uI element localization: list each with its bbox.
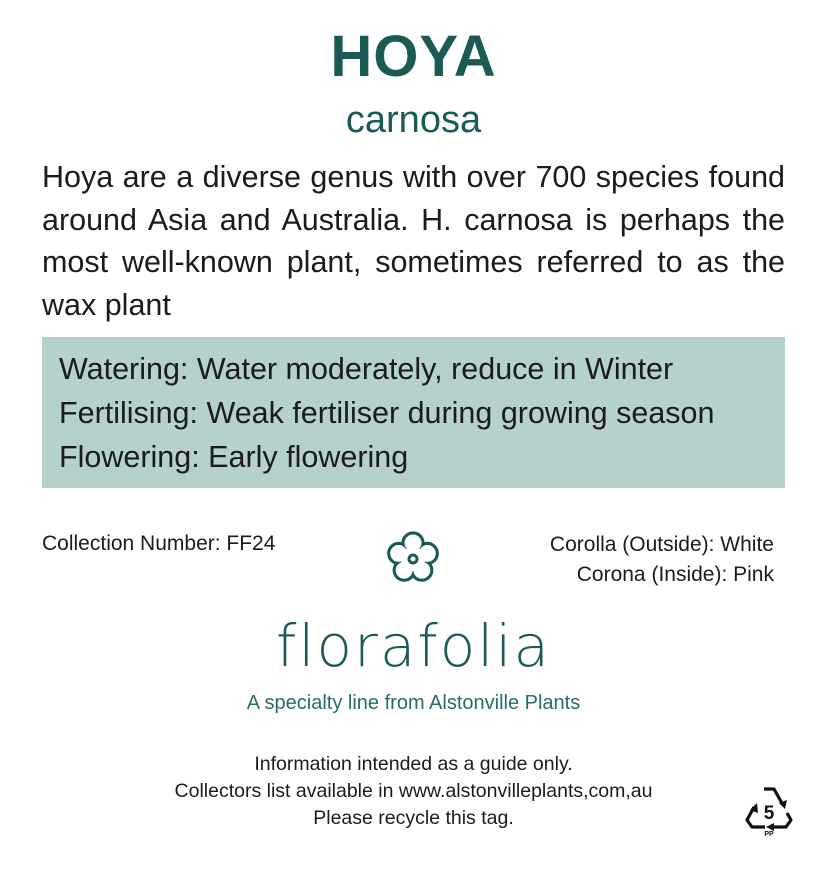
flower-icon	[384, 529, 442, 587]
care-flowering: Flowering: Early flowering	[59, 440, 409, 474]
recycle-icon	[745, 783, 793, 837]
care-watering: Watering: Water moderately, reduce in Winter	[59, 352, 674, 386]
flower-colours	[550, 530, 774, 590]
footer-notes	[0, 751, 827, 832]
collection-number: Collection Number: FF24	[42, 532, 276, 555]
plant-species-subtitle: carnosa	[345, 99, 482, 141]
footer-collectors-note: Collectors list available in www.alstonvilleplants,com,au	[174, 780, 653, 802]
corolla-colour: Corolla (Outside): White	[549, 533, 774, 556]
recycle-material: PP	[764, 831, 774, 837]
brand-tagline: A specialty line from Alstonville Plants	[246, 692, 581, 714]
care-fertilising: Fertilising: Weak fertiliser during growing season	[59, 396, 715, 430]
florafolia-logo: florafolia	[275, 612, 552, 680]
care-panel	[42, 337, 785, 488]
recycle-code: 5	[763, 803, 775, 824]
footer-recycle-note: Please recycle this tag.	[313, 807, 514, 829]
corona-colour: Corona (Inside): Pink	[576, 563, 774, 586]
plant-genus-title: HOYA	[330, 24, 497, 89]
footer-guide-note: Information intended as a guide only.	[254, 753, 573, 775]
plant-description: Hoya are a diverse genus with over 700 species found around Asia and Australia. H. carnosa is perhaps the most well-known plant, sometimes referred to as the wax plant	[42, 160, 785, 322]
